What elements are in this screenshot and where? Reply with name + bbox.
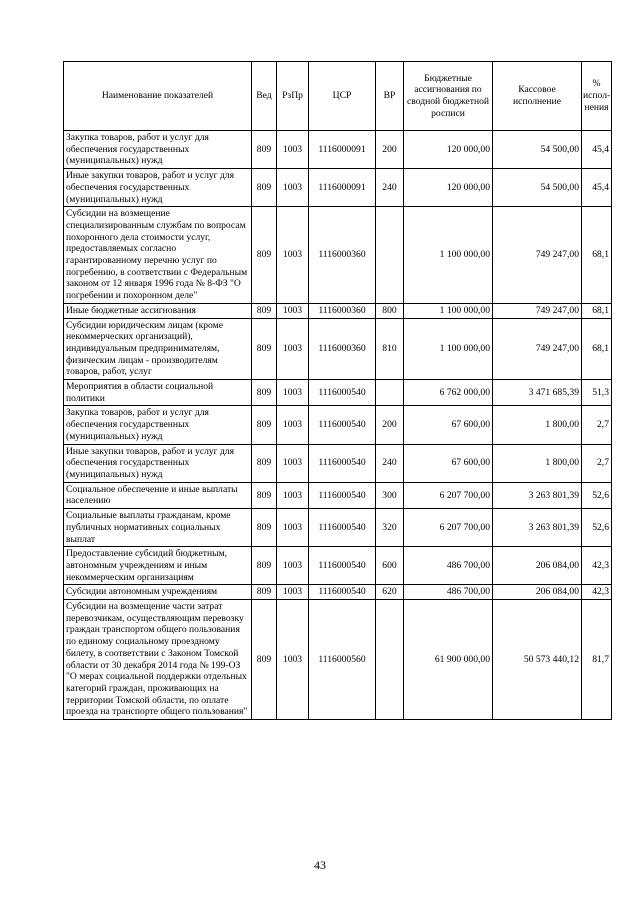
cell-cash: 206 084,00 [493, 547, 582, 585]
cell-vr [376, 600, 404, 720]
cell-cash: 1 800,00 [493, 444, 582, 482]
table-row [64, 509, 612, 547]
cell-csr: 1116000540 [309, 482, 376, 508]
cell-budget: 6 762 000,00 [404, 380, 493, 406]
col-header-ved: Вед [252, 62, 277, 131]
cell-vr: 200 [376, 131, 404, 169]
cell-vr: 800 [376, 303, 404, 318]
cell-cash: 3 263 801,39 [493, 509, 582, 547]
cell-vr [376, 380, 404, 406]
cell-rzpr: 1003 [277, 303, 309, 318]
cell-budget: 486 700,00 [404, 585, 493, 600]
cell-budget: 67 600,00 [404, 406, 493, 444]
cell-budget: 67 600,00 [404, 444, 493, 482]
cell-percent: 45,4 [582, 169, 612, 207]
cell-budget: 120 000,00 [404, 131, 493, 169]
cell-rzpr: 1003 [277, 509, 309, 547]
cell-cash: 1 800,00 [493, 406, 582, 444]
cell-budget: 1 100 000,00 [404, 303, 493, 318]
col-header-vr: ВР [376, 62, 404, 131]
cell-csr: 1116000360 [309, 303, 376, 318]
cell-vr: 240 [376, 169, 404, 207]
table-row [64, 600, 612, 720]
table-header-row [64, 62, 612, 131]
cell-csr: 1116000091 [309, 131, 376, 169]
col-header-percent: % испол-нения [582, 62, 612, 131]
cell-budget: 120 000,00 [404, 169, 493, 207]
cell-cash: 749 247,00 [493, 303, 582, 318]
cell-cash: 3 471 685,39 [493, 380, 582, 406]
cell-csr: 1116000540 [309, 547, 376, 585]
cell-vr: 600 [376, 547, 404, 585]
cell-csr: 1116000360 [309, 207, 376, 304]
cell-ved: 809 [252, 318, 277, 380]
col-header-rzpr: РзПр [277, 62, 309, 131]
cell-name: Субсидии автономным учреждениям [64, 585, 252, 600]
cell-cash: 54 500,00 [493, 131, 582, 169]
cell-ved: 809 [252, 406, 277, 444]
table-row [64, 406, 612, 444]
cell-ved: 809 [252, 509, 277, 547]
cell-name: Предоставление субсидий бюджетным, автономным учреждениям и иным некоммерческим организациям [64, 547, 252, 585]
cell-percent: 68,1 [582, 303, 612, 318]
cell-name: Субсидии на возмещение части затрат перевозчикам, осуществляющим перевозку граждан транспортом общего пользования по единому социальному проездному билету, в соответствии с Законом Томской области от 30 декабря 2014 года № 199-ОЗ "О мерах социальной поддержки отдельных категорий граждан, проживающих на территории Томской области, по оплате проезда на транспорте общего пользования" [64, 600, 252, 720]
cell-cash: 749 247,00 [493, 207, 582, 304]
cell-name: Закупка товаров, работ и услуг для обеспечения государственных (муниципальных) нужд [64, 406, 252, 444]
table-row [64, 547, 612, 585]
cell-percent: 81,7 [582, 600, 612, 720]
cell-vr: 200 [376, 406, 404, 444]
cell-ved: 809 [252, 380, 277, 406]
cell-cash: 54 500,00 [493, 169, 582, 207]
cell-percent: 51,3 [582, 380, 612, 406]
table-row [64, 131, 612, 169]
cell-name: Субсидии юридическим лицам (кроме некоммерческих организаций), индивидуальным предпринимателям, физическим лицам - производителям товаров, работ, услуг [64, 318, 252, 380]
cell-rzpr: 1003 [277, 585, 309, 600]
cell-rzpr: 1003 [277, 207, 309, 304]
cell-rzpr: 1003 [277, 318, 309, 380]
col-header-cash: Кассовое исполнение [493, 62, 582, 131]
cell-percent: 68,1 [582, 318, 612, 380]
cell-percent: 42,3 [582, 585, 612, 600]
cell-ved: 809 [252, 444, 277, 482]
cell-csr: 1116000540 [309, 509, 376, 547]
cell-budget: 1 100 000,00 [404, 207, 493, 304]
cell-name: Иные закупки товаров, работ и услуг для обеспечения государственных (муниципальных) нужд [64, 169, 252, 207]
cell-name: Иные бюджетные ассигнования [64, 303, 252, 318]
cell-percent: 2,7 [582, 406, 612, 444]
cell-percent: 2,7 [582, 444, 612, 482]
table-row [64, 585, 612, 600]
table-row [64, 380, 612, 406]
cell-vr: 320 [376, 509, 404, 547]
cell-name: Социальное обеспечение и иные выплаты населению [64, 482, 252, 508]
cell-csr: 1116000091 [309, 169, 376, 207]
cell-cash: 206 084,00 [493, 585, 582, 600]
cell-csr: 1116000540 [309, 444, 376, 482]
cell-budget: 1 100 000,00 [404, 318, 493, 380]
budget-table [63, 61, 612, 720]
cell-ved: 809 [252, 303, 277, 318]
cell-ved: 809 [252, 207, 277, 304]
page-number: 43 [314, 858, 326, 872]
cell-cash: 749 247,00 [493, 318, 582, 380]
cell-ved: 809 [252, 482, 277, 508]
cell-vr: 300 [376, 482, 404, 508]
cell-rzpr: 1003 [277, 444, 309, 482]
cell-csr: 1116000560 [309, 600, 376, 720]
table-body [64, 131, 612, 720]
cell-budget: 6 207 700,00 [404, 482, 493, 508]
cell-rzpr: 1003 [277, 380, 309, 406]
cell-vr: 240 [376, 444, 404, 482]
cell-csr: 1116000540 [309, 380, 376, 406]
table-row [64, 482, 612, 508]
cell-vr: 810 [376, 318, 404, 380]
cell-rzpr: 1003 [277, 131, 309, 169]
cell-ved: 809 [252, 131, 277, 169]
cell-csr: 1116000540 [309, 406, 376, 444]
cell-csr: 1116000540 [309, 585, 376, 600]
col-header-budget: Бюджетные ассигнования по сводной бюджетной росписи [404, 62, 493, 131]
cell-rzpr: 1003 [277, 406, 309, 444]
cell-budget: 61 900 000,00 [404, 600, 493, 720]
cell-rzpr: 1003 [277, 169, 309, 207]
cell-budget: 486 700,00 [404, 547, 493, 585]
cell-name: Субсидии на возмещение специализированным службам по вопросам похоронного дела стоимости услуг, предоставляемых согласно гарантированному перечню услуг по погребению, в соответствии с Федеральным законом от 12 января 1996 года № 8-ФЗ "О погребении и похоронном деле" [64, 207, 252, 304]
cell-percent: 52,6 [582, 509, 612, 547]
cell-rzpr: 1003 [277, 600, 309, 720]
cell-percent: 45,4 [582, 131, 612, 169]
cell-vr: 620 [376, 585, 404, 600]
table-row [64, 444, 612, 482]
cell-name: Мероприятия в области социальной политики [64, 380, 252, 406]
cell-vr [376, 207, 404, 304]
cell-cash: 50 573 440,12 [493, 600, 582, 720]
cell-name: Иные закупки товаров, работ и услуг для обеспечения государственных (муниципальных) нужд [64, 444, 252, 482]
table-row [64, 169, 612, 207]
cell-percent: 68,1 [582, 207, 612, 304]
cell-ved: 809 [252, 169, 277, 207]
cell-ved: 809 [252, 547, 277, 585]
table-row [64, 303, 612, 318]
cell-rzpr: 1003 [277, 547, 309, 585]
cell-ved: 809 [252, 600, 277, 720]
cell-csr: 1116000360 [309, 318, 376, 380]
cell-percent: 52,6 [582, 482, 612, 508]
cell-name: Закупка товаров, работ и услуг для обеспечения государственных (муниципальных) нужд [64, 131, 252, 169]
table-row [64, 318, 612, 380]
col-header-name: Наименование показателей [64, 62, 252, 131]
cell-budget: 6 207 700,00 [404, 509, 493, 547]
cell-name: Социальные выплаты гражданам, кроме публичных нормативных социальных выплат [64, 509, 252, 547]
cell-cash: 3 263 801,39 [493, 482, 582, 508]
cell-percent: 42,3 [582, 547, 612, 585]
table-row [64, 207, 612, 304]
col-header-csr: ЦСР [309, 62, 376, 131]
cell-ved: 809 [252, 585, 277, 600]
cell-rzpr: 1003 [277, 482, 309, 508]
